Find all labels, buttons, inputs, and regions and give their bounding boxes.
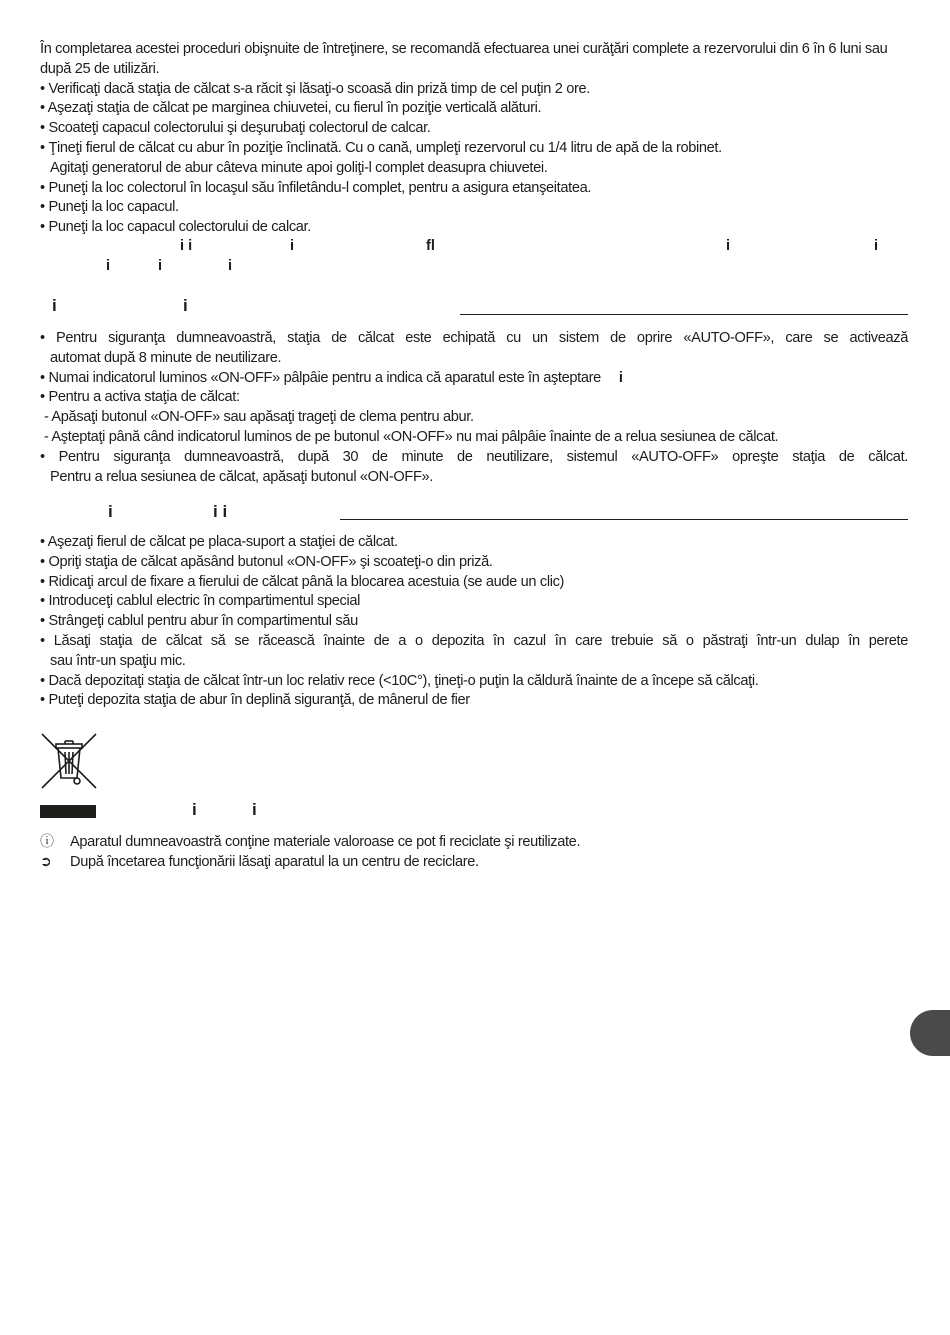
list-item: • Puneţi la loc capacul. bbox=[40, 199, 179, 216]
ghost-glyph: i bbox=[874, 237, 879, 254]
ghost-glyph: fl bbox=[426, 237, 435, 254]
section-heading-glyph: i bbox=[252, 800, 257, 819]
storage-section bbox=[40, 533, 908, 711]
ghost-glyph: i bbox=[290, 237, 295, 254]
sub-item: - Aşteptaţi până când indicatorul luminos de pe butonul «ON-OFF» nu mai pâlpâie înainte de a relua sesiunea de călcat. bbox=[44, 428, 779, 445]
list-item: • Aşezaţi fierul de călcat pe placa-suport a staţiei de călcat. bbox=[40, 534, 398, 550]
list-item: • Aşezaţi staţia de călcat pe marginea chiuvetei, cu fierul în poziţie verticală alături. bbox=[40, 100, 542, 117]
auto-off-section bbox=[40, 329, 908, 487]
section-rule bbox=[460, 314, 908, 315]
ghost-glyph-line bbox=[40, 258, 908, 278]
list-item: • Puneţi la loc colectorul în locaşul său înfiletându-l complet, pentru a asigura etanşeitatea. bbox=[40, 179, 592, 196]
list-item: • Dacă depozitaţi staţia de călcat într-un loc relativ rece (<10C°), ţineţi-o puţin la căldură înainte de a începe să călcaţi. bbox=[40, 672, 759, 689]
list-item: • Introduceţi cablul electric în compartimentul special bbox=[40, 593, 361, 610]
list-item: • Pentru a activa staţia de călcat: bbox=[40, 389, 240, 406]
ghost-glyph-line bbox=[40, 238, 908, 258]
list-item-continuation: Pentru a relua sesiunea de călcat, apăsaţi butonul «ON-OFF». bbox=[50, 468, 433, 485]
list-item-continuation: automat după 8 minute de neutilizare. bbox=[50, 349, 282, 366]
list-item: • Pentru siguranţa dumneavoastră, staţia de călcat este echipată cu un sistem de oprire «AUTO-OFF», care se activează bbox=[40, 330, 908, 346]
ghost-glyph: i i bbox=[180, 237, 193, 254]
sub-item: - Apăsaţi butonul «ON-OFF» sau apăsaţi trageţi de clema pentru abur. bbox=[44, 409, 474, 426]
section-heading-glyph: i bbox=[192, 800, 197, 819]
section-rule bbox=[340, 519, 908, 520]
ghost-glyph: i bbox=[726, 237, 731, 254]
list-item: • Ţineţi fierul de călcat cu abur în poziţie înclinată. Cu o cană, umpleţi rezervorul cu 1/4 litru de apă de la robinet. bbox=[40, 139, 722, 156]
list-item-continuation: sau într-un spaţiu mic. bbox=[50, 652, 186, 669]
crossed-out-wheelie-bin-icon bbox=[40, 732, 98, 790]
list-item: • Numai indicatorul luminos «ON-OFF» pâlpâie pentru a indica că aparatul este în aşteptare i bbox=[40, 369, 623, 386]
maintenance-section bbox=[40, 40, 908, 278]
ghost-glyph: i bbox=[106, 257, 111, 274]
ghost-glyph: i bbox=[618, 369, 623, 386]
list-item: • Ridicaţi arcul de fixare a fierului de călcat până la blocarea acestuia (se aude un clic) bbox=[40, 573, 565, 590]
section-heading-glyph: i bbox=[52, 296, 57, 315]
ghost-glyph: i bbox=[158, 257, 163, 274]
list-item: • Lăsaţi staţia de călcat să se răcească înainte de a o depozita în cazul în care trebuie să o păstraţi într-un dulap în perete bbox=[40, 632, 908, 649]
environment-line: ➲ După încetarea funcţionării lăsaţi aparatul la un centru de reciclare. bbox=[40, 853, 479, 870]
section-heading-glyph: i i bbox=[213, 502, 228, 521]
list-item: • Puneţi la loc capacul colectorului de calcar. bbox=[40, 219, 311, 236]
list-item: • Verificaţi dacă staţia de călcat s-a răcit şi lăsaţi-o scoasă din priză timp de cel puţin 2 ore. bbox=[40, 80, 590, 97]
list-item: • Pentru siguranţa dumneavoastră, după 30 de minute de neutilizare, sistemul «AUTO-OFF» opreşte staţia de călcat. bbox=[40, 448, 908, 465]
list-item: • Opriţi staţia de călcat apăsând butonul «ON-OFF» şi scoateţi-o din priză. bbox=[40, 553, 493, 570]
environment-heading-bar bbox=[40, 805, 96, 818]
intro-paragraph: În completarea acestei proceduri obişnuite de întreţinere, se recomandă efectuarea unei curăţări complete a rezervorului din 6 în 6 luni sau după 25 de utilizări. bbox=[40, 41, 888, 77]
list-item-continuation: Agitaţi generatorul de abur câteva minute apoi goliţi-l complet deasupra chiuvetei. bbox=[50, 159, 548, 176]
list-item: • Scoateţi capacul colectorului şi deşurubaţi colectorul de calcar. bbox=[40, 120, 431, 137]
info-circle-icon: ⓘ bbox=[40, 833, 54, 849]
environment-line: ⓘ Aparatul dumneavoastră conţine materiale valoroase ce pot fi reciclate şi reutilizate. bbox=[40, 833, 581, 850]
curved-arrow-icon: ➲ bbox=[40, 853, 52, 869]
section-heading-glyph: i bbox=[183, 296, 188, 315]
ghost-glyph: i bbox=[228, 257, 233, 274]
list-item: • Puteţi depozita staţia de abur în deplină siguranţă, de mânerul de fier bbox=[40, 692, 470, 709]
page-edge-tab bbox=[910, 1010, 950, 1056]
section-heading-glyph: i bbox=[108, 502, 113, 521]
list-item: • Strângeţi cablul pentru abur în compartimentul său bbox=[40, 613, 358, 630]
